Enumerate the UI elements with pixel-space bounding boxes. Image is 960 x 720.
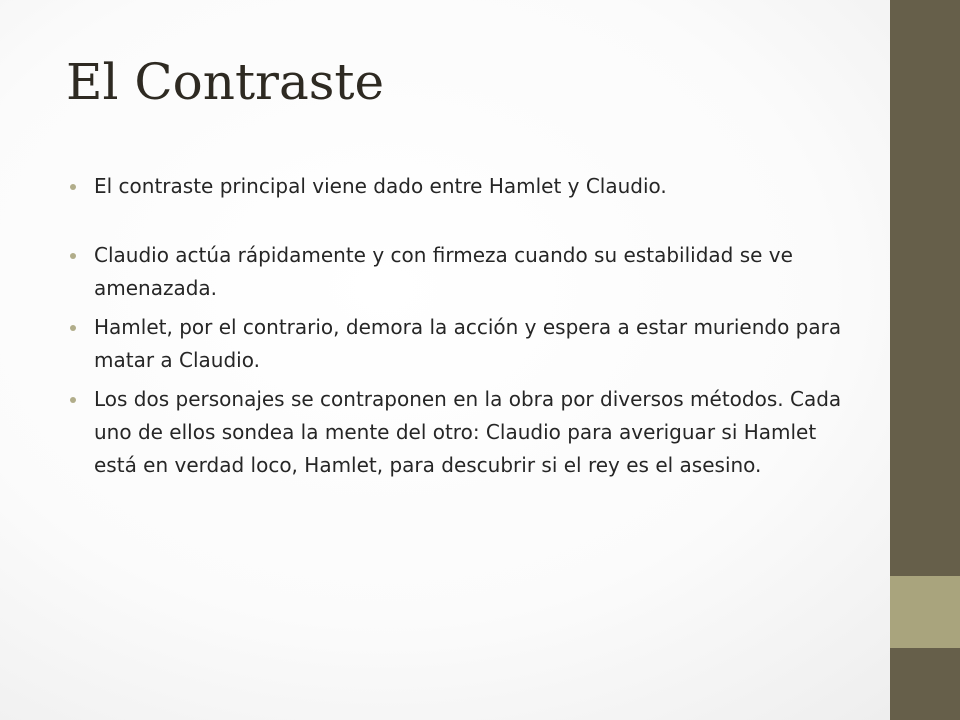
bullet-list xyxy=(70,170,850,482)
bullet-item: Claudio actúa rápidamente y con firmeza cuando su estabilidad se ve amenazada. xyxy=(70,239,850,305)
slide-title: El Contraste xyxy=(66,53,385,111)
accent-bar-top xyxy=(890,0,960,576)
accent-bar-middle xyxy=(890,576,960,648)
accent-bar-bottom xyxy=(890,648,960,720)
bullet-item: El contraste principal viene dado entre Hamlet y Claudio. xyxy=(70,170,850,203)
bullet-item: Los dos personajes se contraponen en la obra por diversos métodos. Cada uno de ellos sondea la mente del otro: Claudio para averiguar si Hamlet está en verdad loco, Hamlet, para descubrir si el rey es el asesino. xyxy=(70,383,850,482)
bullet-item: Hamlet, por el contrario, demora la acción y espera a estar muriendo para matar a Claudio. xyxy=(70,311,850,377)
